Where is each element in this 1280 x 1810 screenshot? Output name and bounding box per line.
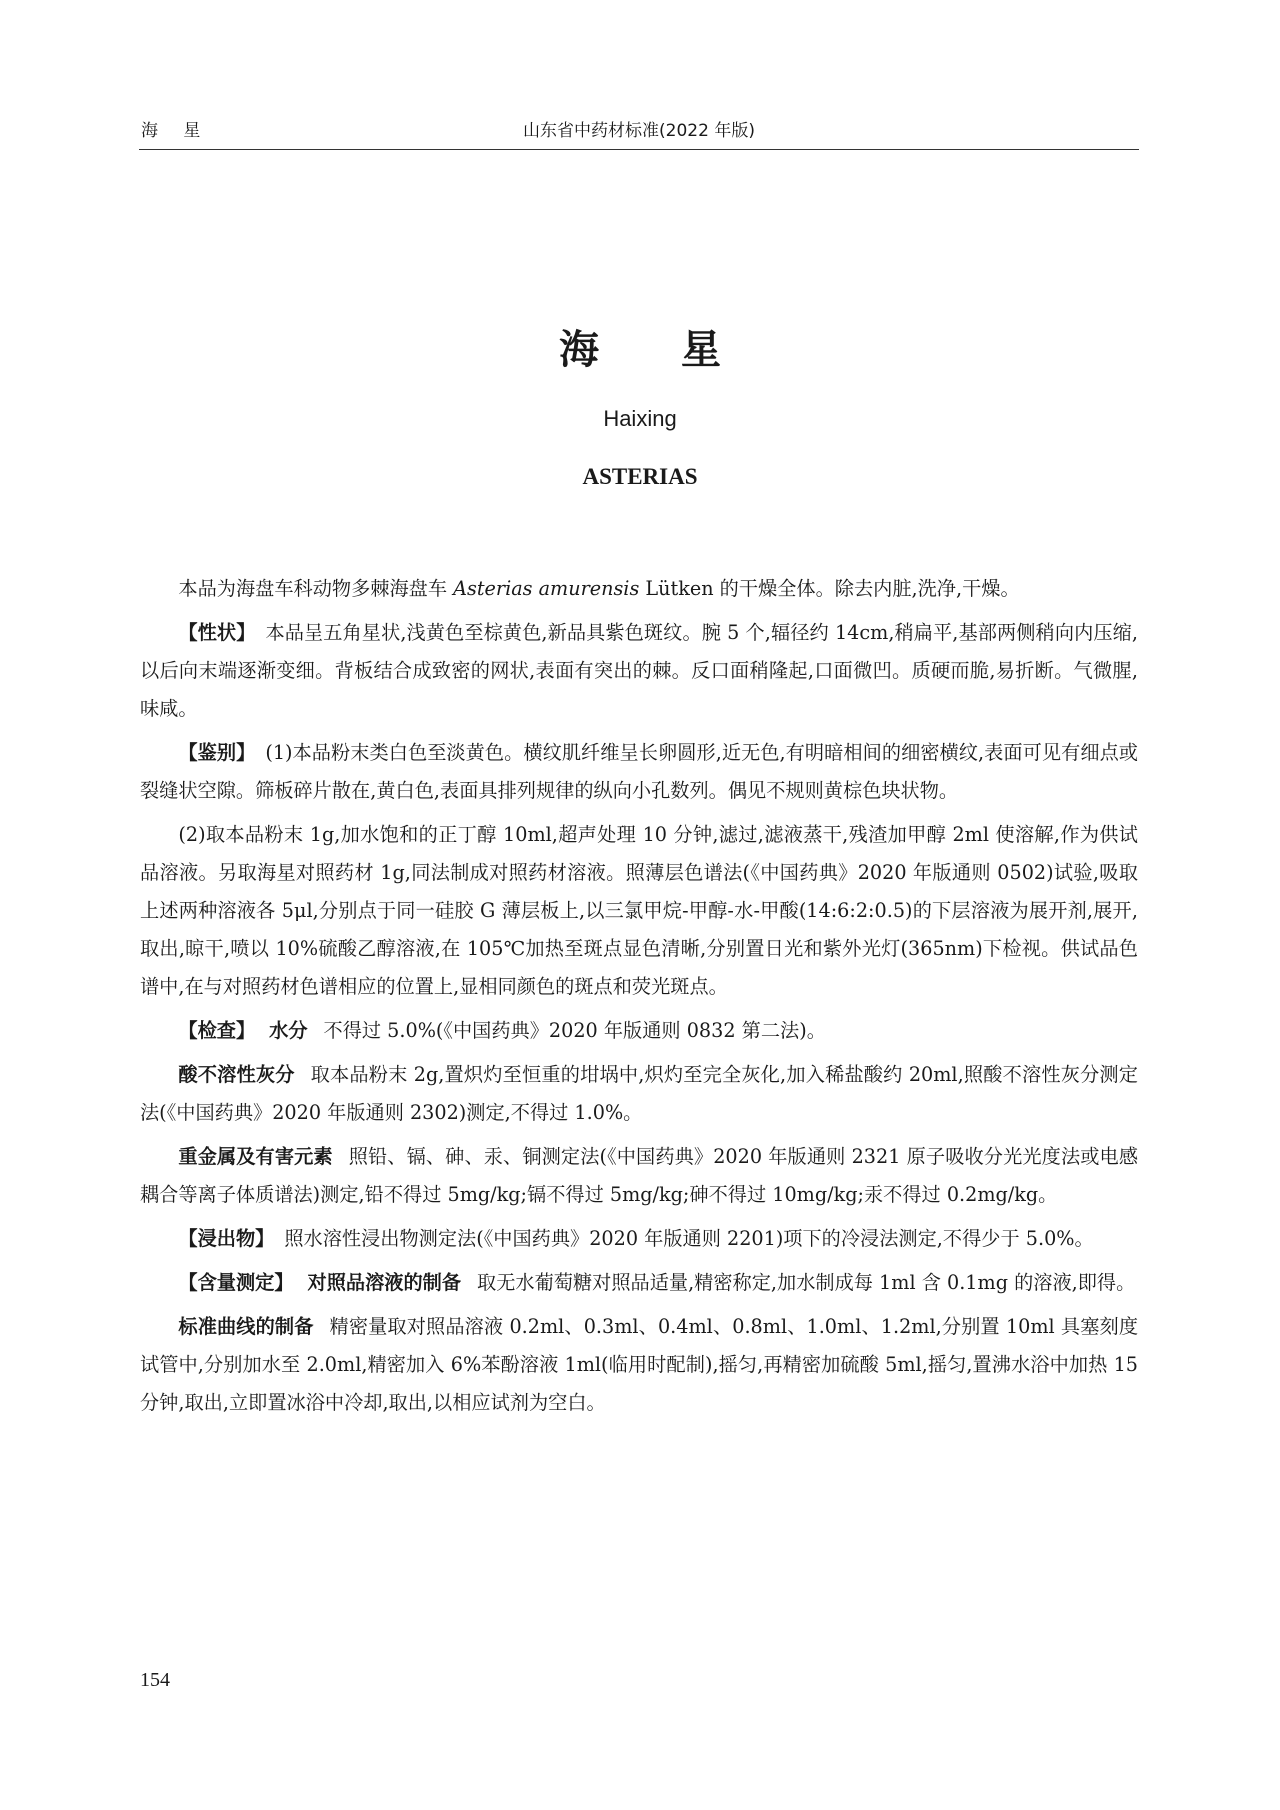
paragraph-text: 照水溶性浸出物测定法(《中国药典》2020 年版通则 2201)项下的冷浸法测定,不得少于 5.0%。: [284, 1227, 1094, 1250]
paragraph-text: 取无水葡萄糖对照品适量,精密称定,加水制成每 1ml 含 0.1mg 的溶液,即得。: [477, 1271, 1136, 1294]
entry-title-pinyin: Haixing: [603, 406, 677, 431]
section-label: 【鉴别】: [178, 741, 256, 764]
entry-title-chinese: 海 星: [559, 327, 755, 373]
subsection-label: 重金属及有害元素: [178, 1145, 333, 1168]
subsection-label: 水分: [269, 1019, 308, 1042]
running-header: [139, 116, 1139, 150]
section-label: 【浸出物】: [178, 1227, 275, 1250]
paragraph-text: 本品呈五角星状,浅黄色至棕黄色,新品具紫色斑纹。腕 5 个,辐径约 14cm,稍扁平,基部两侧稍向内压缩,以后向末端逐渐变细。背板结合成致密的网状,表面有突出的棘。反口面稍隆起,口面微凹。质硬而脆,易折断。气微腥,味咸。: [140, 621, 1138, 720]
body-paragraph: [140, 1220, 1138, 1258]
paragraph-text: Lütken 的干燥全体。除去内脏,洗净,干燥。: [639, 577, 1020, 600]
body-paragraph: [140, 1056, 1138, 1132]
section-label: 【检查】: [178, 1019, 256, 1042]
paragraph-text: (2)取本品粉末 1g,加水饱和的正丁醇 10ml,超声处理 10 分钟,滤过,滤液蒸干,残渣加甲醇 2ml 使溶解,作为供试品溶液。另取海星对照药材 1g,同法制成对照药材溶液。照薄层色谱法(《中国药典》2020 年版通则 0502)试验,吸取上述两种溶液各 5μl,分别点于同一硅胶 G 薄层板上,以三氯甲烷-甲醇-水-甲酸(14:6:2:0.5)的下层溶液为展开剂,展开,取出,晾干,喷以 10%硫酸乙醇溶液,在 105℃加热至斑点显色清晰,分别置日光和紫外光灯(365nm)下检视。供试品色谱中,在与对照药材色谱相应的位置上,显相同颜色的斑点和荧光斑点。: [140, 823, 1138, 998]
species-name: Asterias amurensis: [453, 577, 640, 600]
body-paragraph: [140, 1308, 1138, 1422]
header-book-title: 山东省中药材标准(2022 年版): [523, 121, 755, 141]
section-label: 【含量测定】: [178, 1271, 294, 1294]
body-paragraph: [140, 1138, 1138, 1214]
subsection-label: 标准曲线的制备: [178, 1315, 314, 1338]
paragraph-text: 取本品粉末 2g,置炽灼至恒重的坩埚中,炽灼至完全灰化,加入稀盐酸约 20ml,照酸不溶性灰分测定法(《中国药典》2020 年版通则 2302)测定,不得过 1.0%。: [140, 1063, 1138, 1124]
body-paragraph: [140, 1012, 1138, 1050]
subsection-label: 酸不溶性灰分: [178, 1063, 295, 1086]
header-rule: [139, 149, 1139, 150]
page-number: 154: [140, 1669, 170, 1691]
body-paragraph: [140, 570, 1138, 608]
entry-title-block: [0, 322, 1280, 492]
body-paragraph: [140, 734, 1138, 810]
paragraph-text: 精密量取对照品溶液 0.2ml、0.3ml、0.4ml、0.8ml、1.0ml、1.2ml,分别置 10ml 具塞刻度试管中,分别加水至 2.0ml,精密加入 6%苯酚溶液 1ml(临用时配制),摇匀,再精密加硫酸 5ml,摇匀,置沸水浴中加热 15 分钟,取出,立即置冰浴中冷却,取出,以相应试剂为空白。: [140, 1315, 1139, 1414]
body-paragraph: [140, 1264, 1138, 1302]
section-label: 【性状】: [178, 621, 256, 644]
body-paragraph: [140, 614, 1138, 728]
header-entry-name: 海 星: [141, 121, 211, 141]
monograph-body: [140, 570, 1138, 1428]
body-paragraph: [140, 816, 1138, 1006]
entry-title-latin: ASTERIAS: [582, 464, 698, 489]
paragraph-text: 照铅、镉、砷、汞、铜测定法(《中国药典》2020 年版通则 2321 原子吸收分光光度法或电感耦合等离子体质谱法)测定,铅不得过 5mg/kg;镉不得过 5mg/kg;砷不得过 10mg/kg;汞不得过 0.2mg/kg。: [140, 1145, 1139, 1206]
paragraph-text: (1)本品粉末类白色至淡黄色。横纹肌纤维呈长卵圆形,近无色,有明暗相间的细密横纹,表面可见有细点或裂缝状空隙。筛板碎片散在,黄白色,表面具排列规律的纵向小孔数列。偶见不规则黄棕色块状物。: [140, 741, 1138, 802]
paragraph-text: 本品为海盘车科动物多棘海盘车: [178, 577, 454, 600]
subsection-label: 对照品溶液的制备: [307, 1271, 462, 1294]
paragraph-text: 不得过 5.0%(《中国药典》2020 年版通则 0832 第二法)。: [323, 1019, 826, 1042]
